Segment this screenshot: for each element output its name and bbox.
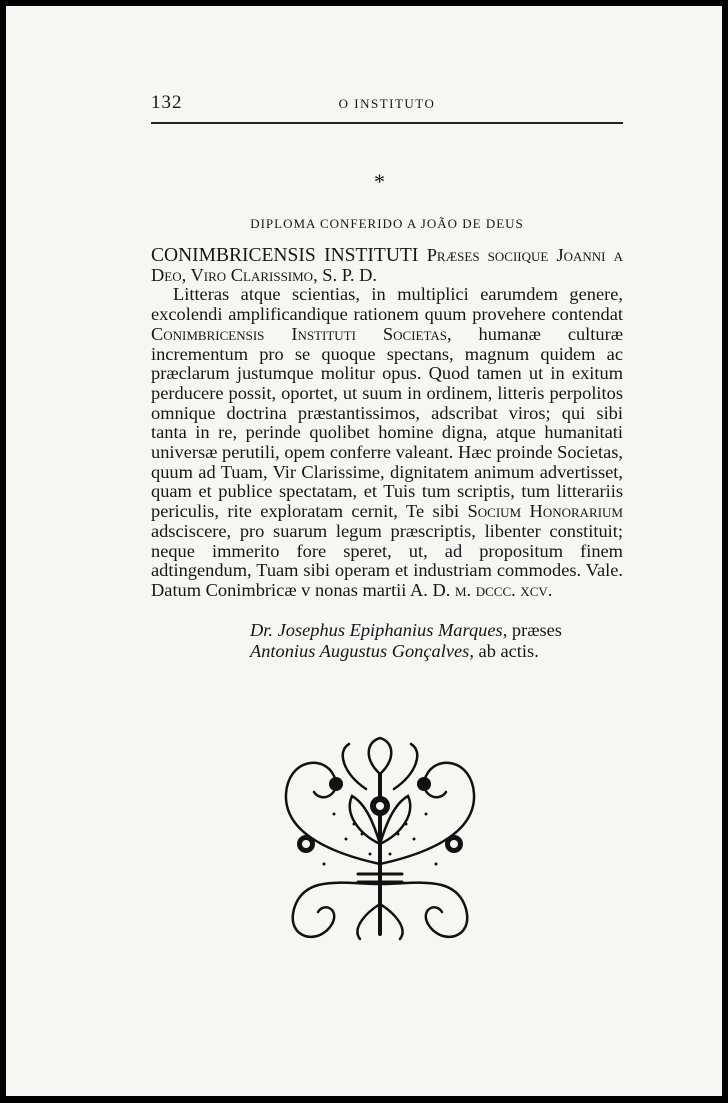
- diploma-salutation: [151, 246, 623, 285]
- signature-role: ab actis.: [478, 641, 539, 661]
- signature-name: Dr. Josephus Epiphanius Marques,: [250, 620, 508, 640]
- paragraph-part-3: adsciscere, pro suarum legum præscriptis, libenter constituit; neque immerito fore speret, ut, ad propositum finem adtingendum, Tuam sibi operam et industriam commodes. Vale. Datum Conimbricæ v nonas martii A. D.: [151, 520, 623, 600]
- salutation-rest: Præses sociique Joanni a Deo, Viro Clarissimo, S. P. D.: [151, 245, 623, 285]
- running-head: [151, 92, 623, 124]
- signature-name: Antonius Augustus Gonçalves,: [250, 641, 474, 661]
- signature-role: præses: [511, 620, 562, 640]
- diploma-text: [151, 246, 623, 601]
- date-year: m. dccc. xcv.: [454, 579, 553, 600]
- floral-ornament-icon: [274, 734, 486, 948]
- signature-praeses: [250, 620, 630, 641]
- institution-name: CONIMBRICENSIS INSTITUTI: [151, 245, 419, 266]
- signatures: [250, 620, 630, 662]
- societas-name: Conimbricensis Instituti Societas,: [151, 323, 452, 344]
- paragraph-part-1: Litteras atque scientias, in multiplici earumdem genere, excolendi amplificandique rationem quum provehere contendat: [151, 284, 623, 325]
- paragraph-part-2: humanæ culturæ incrementum pro se quoque spectans, magnum quidem ac præclarum justumque molitur opus. Quod tamen ut in exitum perducere possit, oportet, ut suum in ordinem, litteris perpolitos omnique doctrina præstantissimos, adscribat viros; qui sibi tanta in re, perinde quolibet homine digna, atque humanitati universæ perutili, opem conferre valeant. Hæc proinde Societas, quum ad Tuam, Vir Clarissime, dignitatem animum advertisset, quam et publice spectatam, et Tuis tum scriptis, tum litterariis periculis, rite exploratam cernit, Te sibi: [151, 323, 623, 522]
- socium-honorarium: Socium Honorarium: [467, 501, 623, 522]
- journal-title: O INSTITUTO: [338, 96, 436, 111]
- signature-secretary: [250, 641, 630, 662]
- page: [6, 6, 722, 1096]
- page-number: 132: [151, 92, 183, 113]
- diploma-paragraph: [151, 285, 623, 600]
- section-separator-asterisk: *: [374, 169, 385, 194]
- section-title: DIPLOMA CONFERIDO A JOÃO DE DEUS: [250, 216, 524, 231]
